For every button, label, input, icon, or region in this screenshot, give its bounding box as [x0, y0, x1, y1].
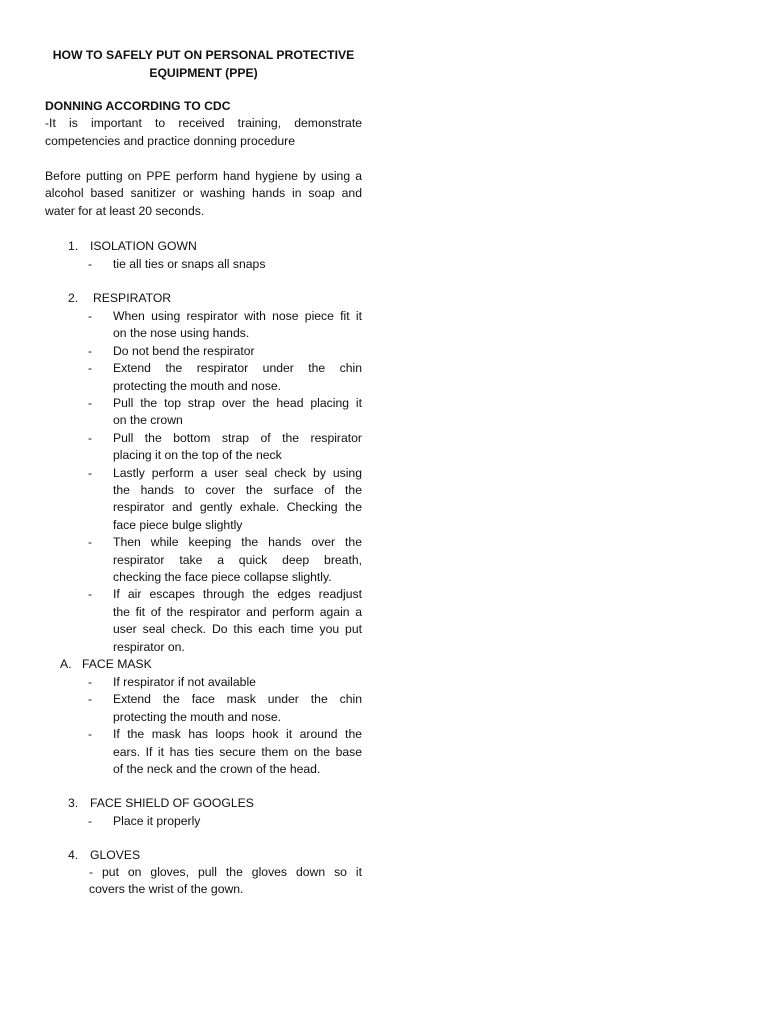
- list-item-line: respirator take a quick deep breath,: [113, 552, 362, 567]
- list-item-line: face piece bulge slightly: [113, 517, 243, 532]
- section-1-heading: [68, 238, 197, 255]
- list-item: [88, 586, 362, 656]
- list-item-line: Extend the respirator under the chin: [113, 361, 362, 376]
- list-item: [88, 691, 362, 726]
- list-item-line: on the nose using hands.: [113, 326, 250, 341]
- bullet-dash: -: [88, 587, 93, 602]
- bullet-dash: -: [88, 257, 93, 271]
- list-item-line: tie all ties or snaps all snaps: [113, 257, 266, 271]
- bullet-dash: -: [88, 309, 93, 323]
- list-item: [88, 465, 362, 535]
- list-item-line: If respirator if not available: [113, 675, 256, 689]
- gloves-instructions: [89, 864, 362, 899]
- section-heading: DONNING ACCORDING TO CDC: [45, 99, 231, 113]
- section-4-heading: [68, 795, 254, 812]
- list-item-line: Pull the bottom strap of the respirator: [113, 430, 362, 445]
- hygiene-line-1: Before putting on PPE perform hand hygiene by using a: [45, 169, 362, 183]
- list-item-line: user seal check. Do this each time you put: [113, 622, 362, 637]
- list-item: [88, 395, 362, 430]
- title-line-2: EQUIPMENT (PPE): [149, 66, 258, 80]
- list-item-line: Extend the face mask under the chin: [113, 692, 362, 707]
- section-label: ISOLATION GOWN: [90, 239, 197, 253]
- hygiene-line-3: water for at least 20 seconds.: [45, 203, 205, 218]
- bullet-dash: -: [88, 343, 93, 358]
- section-label: FACE SHIELD OF GOOGLES: [90, 796, 254, 810]
- bullet-dash: -: [88, 396, 93, 410]
- list-item-line: protecting the mouth and nose.: [113, 709, 282, 724]
- list-item-line: on the crown: [113, 413, 183, 428]
- list-item-line: Pull the top strap over the head placing it: [113, 396, 362, 410]
- list-item-line: placing it on the top of the neck: [113, 448, 282, 463]
- document-title: [45, 47, 362, 83]
- list-item-line: the hands to cover the surface of the: [113, 482, 362, 497]
- section-marker: 4.: [68, 848, 79, 862]
- gloves-line-2: covers the wrist of the gown.: [89, 882, 244, 897]
- list-item-line: respirator on.: [113, 639, 185, 654]
- list-item-line: respirator and gently exhale. Checking the: [113, 500, 362, 515]
- list-item: [88, 360, 362, 395]
- gloves-line-1: - put on gloves, pull the gloves down so it: [89, 865, 362, 879]
- list-item-line: checking the face piece collapse slightly.: [113, 569, 332, 584]
- section-marker: 2.: [68, 291, 79, 305]
- list-item: [88, 674, 362, 691]
- intro-line-2: competencies and practice donning procedure: [45, 133, 296, 148]
- bullet-dash: -: [88, 727, 93, 742]
- section-label: FACE MASK: [82, 657, 152, 671]
- section-5-heading: [68, 847, 140, 864]
- bullet-dash: -: [88, 465, 93, 480]
- section-marker: 3.: [68, 796, 79, 810]
- list-item-line: When using respirator with nose piece fit it: [113, 309, 362, 323]
- section-marker: 1.: [68, 239, 79, 253]
- section-marker: A.: [60, 657, 72, 671]
- bullet-dash: -: [88, 692, 93, 707]
- title-line-1: HOW TO SAFELY PUT ON PERSONAL PROTECTIVE: [52, 48, 355, 62]
- list-item: [88, 726, 362, 778]
- section-2-heading: [68, 290, 171, 307]
- list-item-line: Lastly perform a user seal check by using: [113, 465, 362, 480]
- bullet-dash: -: [88, 814, 93, 828]
- bullet-dash: -: [88, 430, 93, 445]
- list-item-line: of the neck and the crown of the head.: [113, 761, 321, 776]
- hygiene-line-2: alcohol based sanitizer or washing hands in soap and: [45, 186, 362, 201]
- list-item-line: the fit of the respirator and perform again a: [113, 604, 362, 619]
- section-label: RESPIRATOR: [93, 291, 172, 305]
- list-item: [88, 308, 362, 343]
- list-item: [88, 343, 362, 360]
- bullet-dash: -: [88, 361, 93, 376]
- list-item-line: Then while keeping the hands over the: [113, 535, 362, 550]
- list-item: [88, 534, 362, 586]
- list-item: [88, 430, 362, 465]
- list-item: [88, 256, 362, 273]
- list-item: [88, 813, 362, 830]
- list-item-line: Do not bend the respirator: [113, 343, 255, 358]
- list-item-line: protecting the mouth and nose.: [113, 378, 282, 393]
- list-item-line: If the mask has loops hook it around the: [113, 727, 362, 742]
- section-3-heading: [60, 656, 152, 673]
- list-item-line: Place it properly: [113, 814, 201, 828]
- section-label: GLOVES: [90, 848, 141, 862]
- bullet-dash: -: [88, 675, 93, 689]
- bullet-dash: -: [88, 535, 93, 550]
- list-item-line: ears. If it has ties secure them on the base: [113, 744, 362, 759]
- list-item-line: If air escapes through the edges readjust: [113, 587, 362, 602]
- intro-line-1: -It is important to received training, demonstrate: [45, 116, 362, 131]
